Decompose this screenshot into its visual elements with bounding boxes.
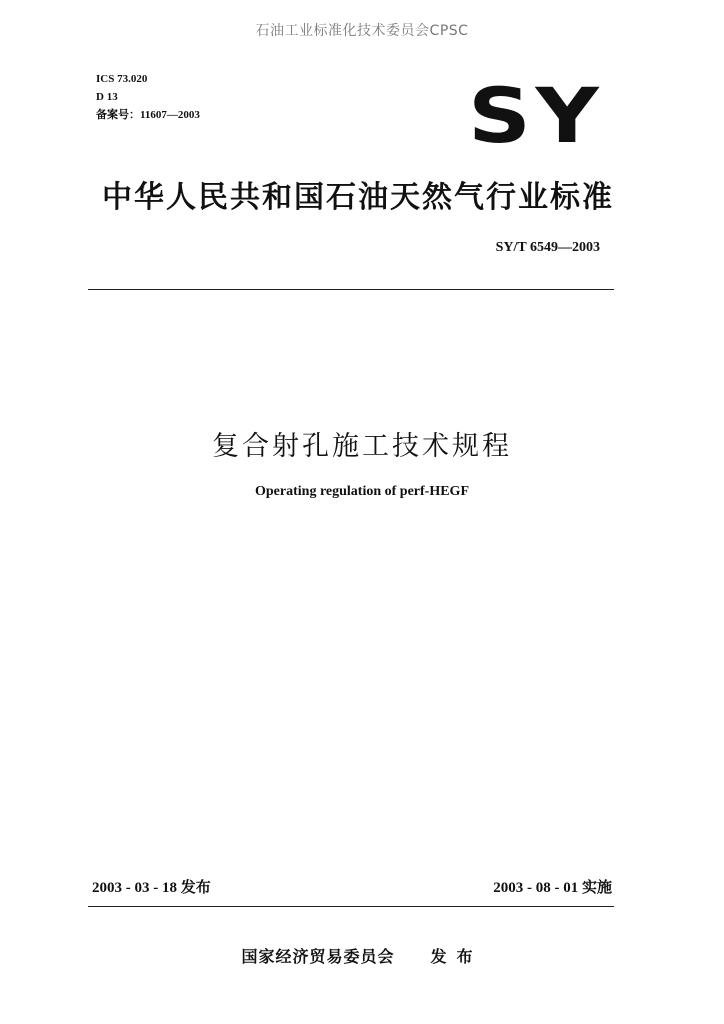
record-number: 备案号：11607—2003 — [96, 109, 200, 121]
ics-code: ICS 73.020 — [96, 73, 148, 85]
top-divider — [88, 289, 614, 290]
classification-block — [96, 70, 200, 124]
effective-date: 2003 - 08 - 01 实施 — [493, 880, 612, 896]
publisher-line — [0, 944, 724, 967]
classification-code: D 13 — [96, 91, 118, 103]
header-watermark: 石油工业标准化技术委员会CPSC — [255, 23, 469, 39]
sy-logo: SY — [468, 71, 604, 160]
publisher-name: 国家经济贸易委员会 — [241, 947, 395, 966]
standard-number: SY/T 6549—2003 — [495, 240, 600, 255]
bottom-divider — [88, 906, 614, 907]
standard-organization-title: 中华人民共和国石油天然气行业标准 — [102, 180, 614, 215]
issue-date: 2003 - 03 - 18 发布 — [92, 880, 211, 896]
document-title-chinese: 复合射孔施工技术规程 — [212, 431, 512, 462]
document-title-english: Operating regulation of perf-HEGF — [255, 484, 469, 499]
publisher-action: 发布 — [430, 947, 483, 966]
